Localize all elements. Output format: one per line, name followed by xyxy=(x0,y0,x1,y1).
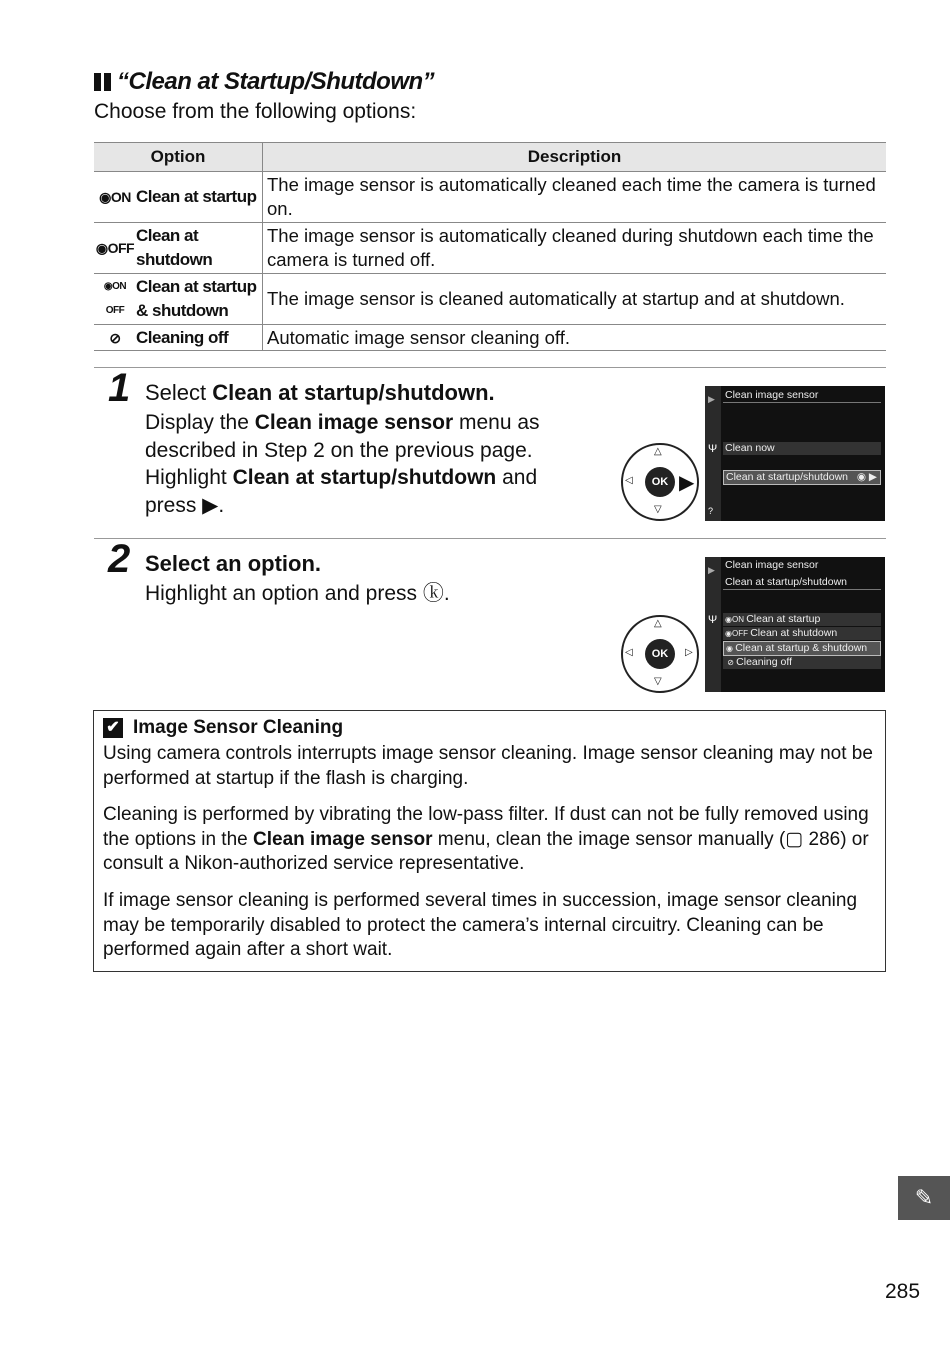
menu-item-clean-shutdown[interactable]: ◉OFF Clean at shutdown xyxy=(723,627,881,640)
left-arrow-icon: ◁ xyxy=(625,475,633,486)
step-title: Select Clean at startup/shutdown. xyxy=(145,380,495,405)
setup-menu-icon: Ψ xyxy=(708,443,718,455)
playback-menu-icon: ▶ xyxy=(708,394,715,404)
sensor-on-icon: ◉ON xyxy=(99,189,131,205)
sensor-on-off-icon: ◉ ▶ xyxy=(856,471,877,483)
table-row xyxy=(94,223,886,274)
option-description: The image sensor is automatically cleaned each time the camera is turned on. xyxy=(263,172,887,223)
sensor-cleaning-off-icon: ⊘ xyxy=(109,329,121,346)
setup-menu-icon: Ψ xyxy=(708,614,718,626)
option-label: Clean at startup & shutdown xyxy=(136,277,257,320)
option-description: The image sensor is cleaned automatically at startup and at shutdown. xyxy=(263,274,887,325)
step-number: 1 xyxy=(108,366,131,410)
option-description: The image sensor is automatically cleaned during shutdown each time the camera is turned off. xyxy=(263,223,887,274)
right-arrow-icon: ▷ xyxy=(685,647,693,658)
ok-button-icon: OK xyxy=(645,467,675,497)
section-intro: Choose from the following options: xyxy=(94,100,417,123)
page-number: 285 xyxy=(885,1280,921,1303)
section-heading xyxy=(94,68,434,96)
note-title: Image Sensor Cleaning xyxy=(133,717,344,738)
up-arrow-icon: △ xyxy=(654,618,662,629)
divider xyxy=(94,367,886,368)
note-paragraph: If image sensor cleaning is performed several times in succession, image sensor cleaning may be temporarily disabled to protect the camera’s internal circuitry. Cleaning can be performed again after a short wait. xyxy=(103,890,858,960)
down-arrow-icon: ▽ xyxy=(654,676,662,687)
menu-item-clean-startup-shutdown[interactable]: ◉ Clean at startup & shutdown xyxy=(723,641,881,656)
step-body: Display the Clean image sensor menu as described in Step 2 on the previous page. Highlight Clean at startup/shutdown and press ▶. xyxy=(145,411,540,517)
options-table xyxy=(94,142,886,351)
section-marker-icon xyxy=(94,73,101,91)
note-box xyxy=(93,710,886,972)
step-number: 2 xyxy=(108,537,131,581)
table-row xyxy=(94,325,886,351)
check-icon: ✔ xyxy=(103,718,123,738)
playback-menu-icon: ▶ xyxy=(708,565,715,575)
header-description: Description xyxy=(263,143,887,172)
section-title: “Clean at Startup/Shutdown” xyxy=(117,68,435,95)
screen-title: Clean image sensor xyxy=(723,389,881,403)
multi-selector-dial xyxy=(621,615,699,693)
section-marker-icon xyxy=(104,73,111,91)
camera-screen-1 xyxy=(705,386,885,521)
step-title: Select an option. xyxy=(145,551,322,576)
screen-title: Clean image sensor xyxy=(725,559,819,571)
note-paragraph: Using camera controls interrupts image sensor cleaning. Image sensor cleaning may not be performed at startup if the flash is charging. xyxy=(103,743,873,789)
right-arrow-icon: ▶ xyxy=(679,472,695,494)
camera-screen-2 xyxy=(705,557,885,692)
divider xyxy=(94,538,886,539)
header-option: Option xyxy=(94,143,263,172)
down-arrow-icon: ▽ xyxy=(654,504,662,515)
option-label: Clean at shutdown xyxy=(136,226,213,269)
menu-item-cleaning-off[interactable]: ⊘ Cleaning off xyxy=(723,656,881,669)
sensor-on-off-icon: ◉ON OFF xyxy=(103,281,127,316)
multi-selector-dial xyxy=(621,443,699,521)
setup-menu-tab-icon: ✎ xyxy=(898,1176,950,1220)
ok-button-icon: OK xyxy=(645,639,675,669)
left-arrow-icon: ◁ xyxy=(625,647,633,658)
menu-item-clean-now[interactable]: Clean now xyxy=(723,442,881,455)
menu-item-clean-startup[interactable]: ◉ON Clean at startup xyxy=(723,613,881,626)
option-label: Cleaning off xyxy=(136,327,229,347)
option-label: Clean at startup xyxy=(136,187,257,206)
step-body: Highlight an option and press ⓚ. xyxy=(145,582,450,605)
menu-item-clean-startup-shutdown[interactable]: Clean at startup/shutdown ◉ ▶ xyxy=(723,470,881,485)
screen-subtitle: Clean at startup/shutdown xyxy=(723,576,881,590)
table-header-row xyxy=(94,143,886,172)
sensor-off-icon: ◉OFF xyxy=(95,240,135,256)
table-row xyxy=(94,172,886,223)
help-icon: ? xyxy=(708,506,714,516)
option-description: Automatic image sensor cleaning off. xyxy=(263,325,887,351)
up-arrow-icon: △ xyxy=(654,446,662,457)
table-row xyxy=(94,274,886,325)
note-paragraph: Cleaning is performed by vibrating the low-pass filter. If dust can not be fully removed using the options in the Clean image sensor menu, clean the image sensor manually (▢ 286) or consult a Nikon-authorized service representative. xyxy=(103,804,869,874)
